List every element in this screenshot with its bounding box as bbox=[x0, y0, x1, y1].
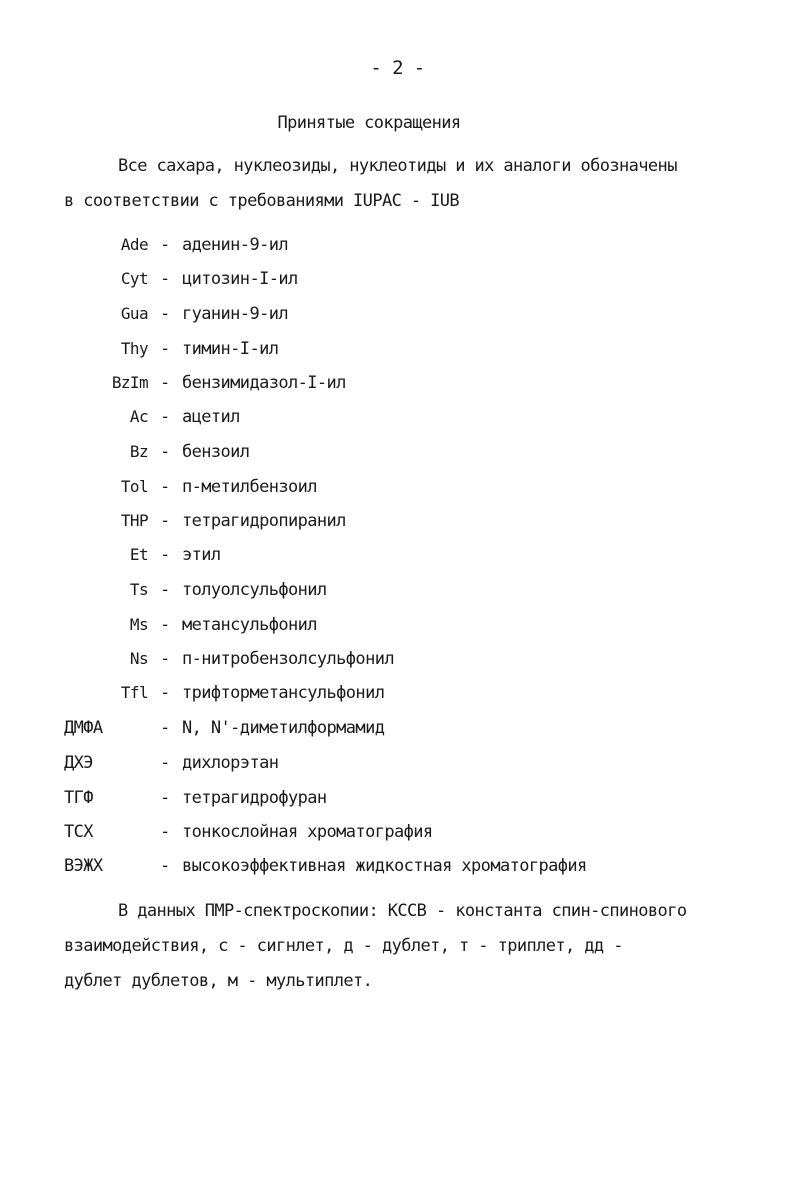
abbreviation-definition: п-метилбензоил bbox=[182, 477, 317, 497]
nmr-note-line-3: дублет дублетов, м - мультиплет. bbox=[64, 971, 373, 991]
abbreviation-dash: - bbox=[160, 304, 170, 324]
abbreviation-code: Cyt bbox=[120, 269, 148, 288]
abbreviation-definition: этил bbox=[182, 545, 221, 565]
abbreviation-definition: гуанин-9-ил bbox=[182, 304, 288, 324]
abbreviation-definition: бензоил bbox=[182, 442, 250, 462]
abbreviation-code: Ms bbox=[129, 615, 148, 634]
abbreviation-dash: - bbox=[160, 339, 170, 359]
nmr-note-line-1: В данных ПМР-спектроскопии: КССВ - константа спин-спинового bbox=[118, 901, 687, 921]
abbreviation-code: Tfl bbox=[120, 683, 148, 702]
abbreviation-dash: - bbox=[160, 788, 170, 808]
abbreviation-definition: п-нитробензолсульфонил bbox=[182, 649, 394, 669]
abbreviation-definition: цитозин-I-ил bbox=[182, 269, 298, 289]
abbreviation-dash: - bbox=[160, 511, 170, 531]
abbreviation-code: Ade bbox=[120, 235, 148, 254]
abbreviation-definition: тонкослойная хроматография bbox=[182, 822, 433, 842]
abbreviation-definition: N, N'-диметилформамид bbox=[182, 718, 385, 738]
abbreviation-code: THP bbox=[120, 511, 148, 530]
abbreviation-dash: - bbox=[160, 649, 170, 669]
abbreviation-dash: - bbox=[160, 822, 170, 842]
abbreviation-code: Ac bbox=[129, 407, 148, 426]
abbreviation-code: ТГФ bbox=[64, 788, 93, 808]
abbreviation-dash: - bbox=[160, 442, 170, 462]
abbreviation-definition: дихлорэтан bbox=[182, 753, 279, 773]
intro-line-1: Все сахара, нуклеозиды, нуклеотиды и их аналоги обозначены bbox=[118, 156, 677, 176]
abbreviation-code: Tol bbox=[120, 477, 148, 496]
abbreviation-definition: аденин-9-ил bbox=[182, 235, 288, 255]
abbreviation-dash: - bbox=[160, 407, 170, 427]
abbreviation-dash: - bbox=[160, 477, 170, 497]
abbreviation-code: ДМФА bbox=[64, 718, 103, 738]
intro-line-2: в соответствии с требованиями IUPAC - IUB bbox=[64, 191, 460, 211]
abbreviation-dash: - bbox=[160, 856, 170, 876]
abbreviation-definition: тимин-I-ил bbox=[182, 339, 279, 359]
section-heading: Принятые сокращения bbox=[277, 113, 461, 133]
abbreviation-dash: - bbox=[160, 718, 170, 738]
abbreviation-dash: - bbox=[160, 545, 170, 565]
page-number: - 2 - bbox=[370, 57, 425, 79]
nmr-note-line-2: взаимодействия, с - сигнлет, д - дублет, т - триплет, дд - bbox=[64, 936, 623, 956]
abbreviation-definition: высокоэффективная жидкостная хроматография bbox=[182, 856, 587, 876]
abbreviation-definition: тетрагидропиранил bbox=[182, 511, 346, 531]
abbreviation-code: Ns bbox=[129, 649, 148, 668]
abbreviation-definition: тетрагидрофуран bbox=[182, 788, 327, 808]
abbreviation-definition: метансульфонил bbox=[182, 615, 317, 635]
abbreviation-dash: - bbox=[160, 373, 170, 393]
abbreviation-dash: - bbox=[160, 235, 170, 255]
abbreviation-dash: - bbox=[160, 683, 170, 703]
abbreviation-code: Gua bbox=[120, 304, 148, 323]
abbreviation-definition: толуолсульфонил bbox=[182, 580, 327, 600]
abbreviation-definition: трифторметансульфонил bbox=[182, 683, 385, 703]
abbreviation-code: Et bbox=[129, 545, 148, 564]
abbreviation-definition: ацетил bbox=[182, 407, 240, 427]
abbreviation-code: Thy bbox=[120, 339, 148, 358]
abbreviation-code: ТСХ bbox=[64, 822, 93, 842]
abbreviation-code: ДХЭ bbox=[64, 753, 93, 773]
abbreviation-dash: - bbox=[160, 615, 170, 635]
abbreviation-definition: бензимидазол-I-ил bbox=[182, 373, 346, 393]
abbreviation-dash: - bbox=[160, 753, 170, 773]
abbreviation-dash: - bbox=[160, 269, 170, 289]
abbreviation-code: Bz bbox=[129, 442, 148, 461]
abbreviation-code: BzIm bbox=[111, 373, 148, 392]
abbreviation-code: ВЭЖХ bbox=[64, 856, 103, 876]
abbreviation-dash: - bbox=[160, 580, 170, 600]
abbreviation-code: Ts bbox=[129, 580, 148, 599]
